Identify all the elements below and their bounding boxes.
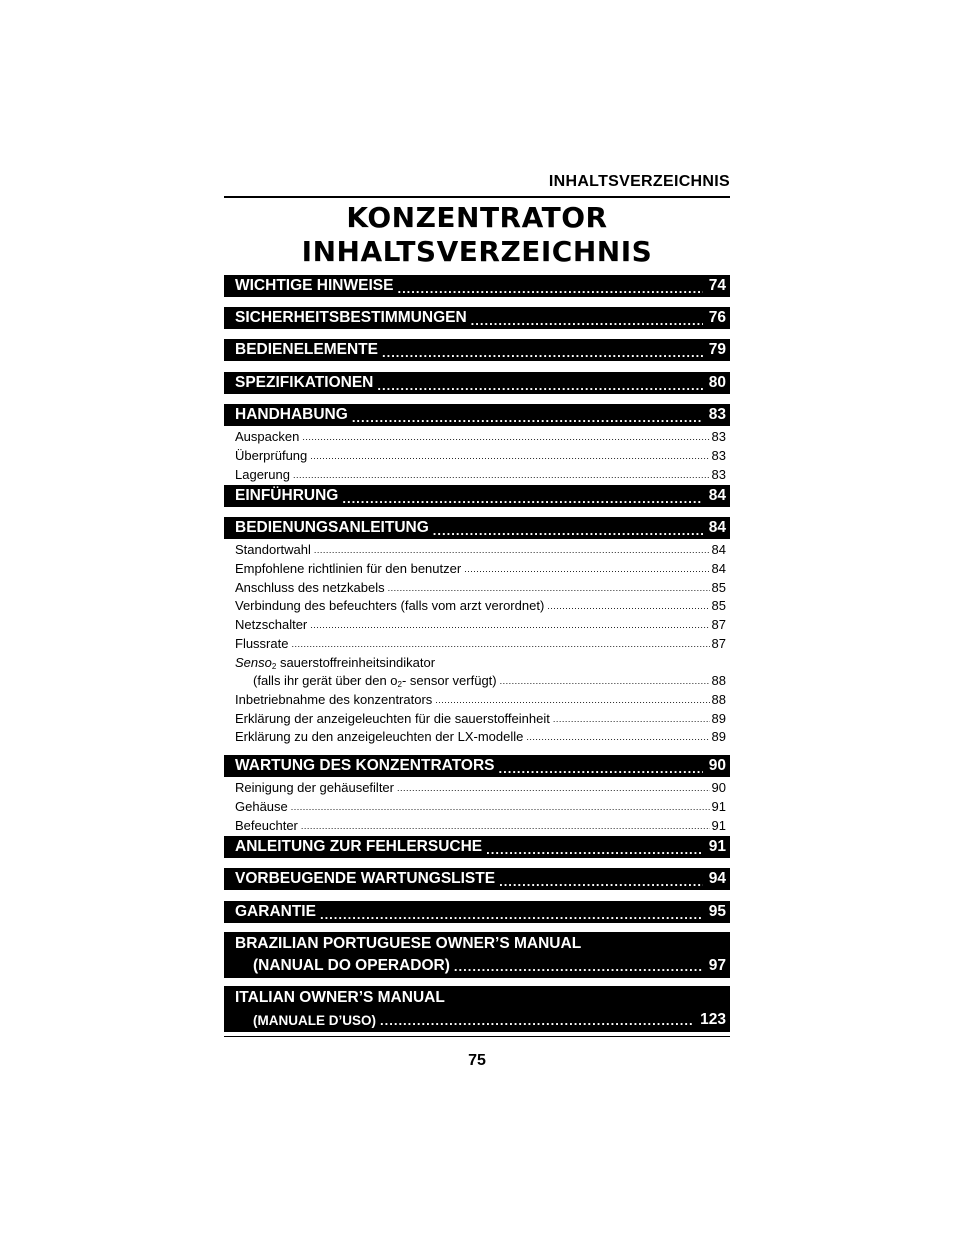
toc-entry[interactable] xyxy=(235,726,726,744)
section-subline xyxy=(253,1011,726,1029)
toc-section-italian-manual[interactable] xyxy=(224,986,730,1032)
entry-label: Flussrate xyxy=(235,636,289,651)
section-label: ITALIAN OWNER’S MANUAL xyxy=(235,989,445,1006)
section-sublabel: (MANUALE D’USO) xyxy=(253,1012,376,1028)
running-header: INHALTSVERZEICHNIS xyxy=(548,173,730,190)
entry-label xyxy=(235,655,435,670)
dot-leader xyxy=(486,845,703,858)
toc-entry[interactable] xyxy=(235,595,726,613)
header-rule xyxy=(224,196,730,198)
dot-leader xyxy=(388,583,710,595)
toc-section-garantie[interactable] xyxy=(224,901,730,923)
toc-section-handhabung[interactable] xyxy=(224,404,730,426)
toc-section-einfuehrung[interactable] xyxy=(224,485,730,507)
toc-entry[interactable] xyxy=(235,633,726,651)
entry-label: Verbindung des befeuchters (falls vom arzt verordnet) xyxy=(235,598,545,613)
dot-leader xyxy=(342,494,702,507)
entry-page: 89 xyxy=(711,711,726,726)
toc-entry[interactable] xyxy=(235,796,726,814)
dot-leader xyxy=(291,639,709,651)
toc-section-sicherheitsbestimmungen[interactable] xyxy=(224,307,730,329)
dot-leader xyxy=(526,732,709,744)
entry-label xyxy=(253,673,497,688)
toc-entry[interactable] xyxy=(235,815,726,833)
toc-entry[interactable] xyxy=(235,777,726,795)
entry-page: 83 xyxy=(711,448,726,463)
entry-page: 87 xyxy=(711,617,726,632)
dot-leader xyxy=(464,564,709,576)
toc-entry-senso[interactable] xyxy=(235,652,726,670)
toc-entry[interactable] xyxy=(235,558,726,576)
section-page: 80 xyxy=(708,374,726,391)
section-label: HANDHABUNG xyxy=(235,406,348,423)
dot-leader xyxy=(302,432,709,444)
entry-label: Empfohlene richtlinien für den benutzer xyxy=(235,561,462,576)
entry-page: 83 xyxy=(711,467,726,482)
entry-page: 88 xyxy=(711,692,726,707)
toc-entry[interactable] xyxy=(235,614,726,632)
dot-leader xyxy=(499,877,703,890)
page-number: 75 xyxy=(468,1052,486,1069)
dot-leader xyxy=(397,783,710,795)
dot-leader xyxy=(498,764,702,777)
section-label: ANLEITUNG ZUR FEHLERSUCHE xyxy=(235,838,483,855)
section-subline xyxy=(253,957,726,975)
toc-entry[interactable] xyxy=(235,577,726,595)
dot-leader xyxy=(377,381,702,394)
dot-leader xyxy=(310,451,709,463)
entry-label: Befeuchter xyxy=(235,818,298,833)
entry-label: Inbetriebnahme des konzentrators xyxy=(235,692,433,707)
entry-page: 83 xyxy=(711,429,726,444)
toc-entry[interactable] xyxy=(235,426,726,444)
entry-page: 90 xyxy=(711,780,726,795)
dot-leader xyxy=(433,526,703,539)
toc-section-brazilian-manual[interactable] xyxy=(224,932,730,978)
dot-leader xyxy=(291,802,710,814)
entry-page: 88 xyxy=(711,673,726,688)
toc-entry[interactable] xyxy=(235,708,726,726)
dot-leader xyxy=(547,601,709,613)
subscript: 2 xyxy=(271,662,277,670)
entry-label: Standortwahl xyxy=(235,542,311,557)
section-page: 91 xyxy=(708,838,726,855)
toc-section-vorbeugende-wartungsliste[interactable] xyxy=(224,868,730,890)
entry-label: Auspacken xyxy=(235,429,300,444)
title-line-2: INHALTSVERZEICHNIS xyxy=(301,235,653,268)
entry-page: 87 xyxy=(711,636,726,651)
section-page: 123 xyxy=(700,1011,726,1028)
toc-entry[interactable] xyxy=(235,464,726,482)
entry-label: Erklärung der anzeigeleuchten für die sauerstoffeinheit xyxy=(235,711,550,726)
entry-page: 89 xyxy=(711,729,726,744)
dot-leader xyxy=(553,714,710,726)
toc-section-fehlersuche[interactable] xyxy=(224,836,730,858)
subscript: 2 xyxy=(397,680,402,688)
dot-leader xyxy=(435,695,709,707)
section-label: BEDIENELEMENTE xyxy=(235,341,378,358)
section-page: 97 xyxy=(708,957,726,974)
dot-leader xyxy=(310,620,709,632)
section-label: GARANTIE xyxy=(235,903,316,920)
toc-entry-senso-cont[interactable] xyxy=(253,670,726,688)
section-page: 83 xyxy=(708,406,726,423)
footer-rule xyxy=(224,1036,730,1037)
entry-label: Lagerung xyxy=(235,467,290,482)
section-label: WARTUNG DES KONZENTRATORS xyxy=(235,757,495,774)
section-page: 79 xyxy=(708,341,726,358)
section-page: 84 xyxy=(708,487,726,504)
senso-text: sauerstoffreinheitsindikator xyxy=(276,655,436,670)
toc-section-wartung[interactable] xyxy=(224,755,730,777)
section-label: BRAZILIAN PORTUGUESE OWNER’S MANUAL xyxy=(235,935,582,952)
section-label: BEDIENUNGSANLEITUNG xyxy=(235,519,429,536)
toc-section-bedienungsanleitung[interactable] xyxy=(224,517,730,539)
cont-text-b: - sensor verfügt) xyxy=(401,673,497,688)
entry-label: Überprüfung xyxy=(235,448,308,463)
entry-label: Anschluss des netzkabels xyxy=(235,580,385,595)
section-label: EINFÜHRUNG xyxy=(235,487,339,504)
section-label: SPEZIFIKATIONEN xyxy=(235,374,374,391)
senso-brand: Senso xyxy=(235,655,272,670)
dot-leader xyxy=(500,676,710,688)
entry-page: 85 xyxy=(711,580,726,595)
entry-page: 85 xyxy=(711,598,726,613)
dot-leader xyxy=(314,545,710,557)
cont-text-a: (falls ihr gerät über den o xyxy=(253,673,398,688)
entry-page: 84 xyxy=(711,561,726,576)
dot-leader xyxy=(454,962,703,975)
entry-label: Netzschalter xyxy=(235,617,308,632)
dot-leader xyxy=(397,284,702,297)
toc-entry[interactable] xyxy=(235,445,726,463)
section-label: SICHERHEITSBESTIMMUNGEN xyxy=(235,309,467,326)
entry-page: 84 xyxy=(711,542,726,557)
entry-label: Erklärung zu den anzeigeleuchten der LX-modelle xyxy=(235,729,524,744)
dot-leader xyxy=(352,413,703,426)
dot-leader xyxy=(471,316,703,329)
entry-page: 91 xyxy=(711,799,726,814)
dot-leader xyxy=(301,821,710,833)
dot-leader xyxy=(293,470,710,482)
entry-label: Reinigung der gehäusefilter xyxy=(235,780,394,795)
dot-leader xyxy=(320,910,703,923)
entry-label: Gehäuse xyxy=(235,799,288,814)
section-page: 84 xyxy=(708,519,726,536)
dot-leader xyxy=(380,1016,694,1029)
toc-section-spezifikationen[interactable] xyxy=(224,372,730,394)
section-label: VORBEUGENDE WARTUNGSLISTE xyxy=(235,870,496,887)
section-page: 74 xyxy=(708,277,726,294)
toc-section-wichtige-hinweise[interactable] xyxy=(224,275,730,297)
dot-leader xyxy=(382,348,703,361)
section-label: WICHTIGE HINWEISE xyxy=(235,277,394,294)
toc-section-bedienelemente[interactable] xyxy=(224,339,730,361)
section-page: 95 xyxy=(708,903,726,920)
title-line-1: KONZENTRATOR xyxy=(346,201,608,234)
section-page: 94 xyxy=(708,870,726,887)
toc-entry[interactable] xyxy=(235,539,726,557)
entry-page: 91 xyxy=(711,818,726,833)
section-page: 90 xyxy=(708,757,726,774)
section-sublabel: (NANUAL DO OPERADOR) xyxy=(253,957,450,974)
page-title xyxy=(224,201,730,269)
section-page: 76 xyxy=(708,309,726,326)
toc-entry[interactable] xyxy=(235,689,726,707)
